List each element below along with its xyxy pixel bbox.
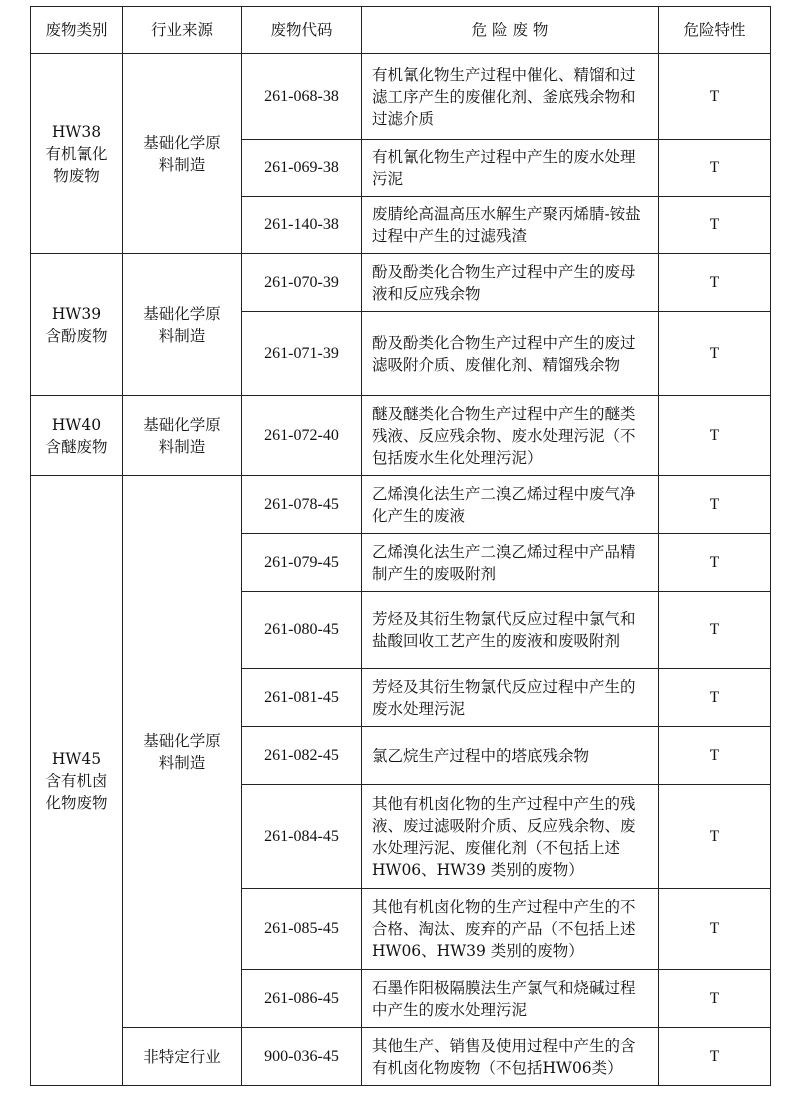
table-body [31, 54, 771, 1086]
waste-description-cell: 酚及酚类化合物生产过程中产生的废过滤吸附介质、废催化剂、精馏残余物 [362, 312, 659, 396]
waste-code-cell: 261-140-38 [242, 197, 362, 254]
waste-code-cell: 261-071-39 [242, 312, 362, 396]
header-trait: 危险特性 [659, 7, 771, 54]
header-source: 行业来源 [123, 7, 242, 54]
waste-code-cell: 261-082-45 [242, 727, 362, 785]
industry-source-cell [123, 476, 242, 1028]
waste-category-line: HW39 [51, 304, 102, 323]
waste-description-cell: 有机氰化物生产过程中催化、精馏和过滤工序产生的废催化剂、釜底残余物和过滤介质 [362, 54, 659, 140]
header-waste: 危 险 废 物 [362, 7, 659, 54]
waste-code-cell: 261-078-45 [242, 476, 362, 534]
industry-source-line: 料制造 [158, 326, 206, 345]
waste-code-cell: 261-086-45 [242, 970, 362, 1028]
waste-category-line: HW40 [51, 415, 102, 434]
waste-category-line: 含酚废物 [45, 326, 108, 345]
waste-table-sheet [30, 6, 770, 1086]
hazard-trait-cell: T [659, 476, 771, 534]
hazard-trait-cell: T [659, 534, 771, 592]
hazard-trait-cell: T [659, 54, 771, 140]
header-code: 废物代码 [242, 7, 362, 54]
industry-source-cell [123, 396, 242, 476]
industry-source-cell [123, 254, 242, 396]
waste-description-cell: 醚及醚类化合物生产过程中产生的醚类残液、反应残余物、废水处理污泥（不包括废水生化处理污泥） [362, 396, 659, 476]
industry-source-cell [123, 54, 242, 254]
waste-code-cell: 900-036-45 [242, 1028, 362, 1086]
industry-source-cell [123, 1028, 242, 1086]
waste-description-cell: 芳烃及其衍生物氯代反应过程中产生的废水处理污泥 [362, 669, 659, 727]
table-row [31, 254, 771, 312]
hazardous-waste-table [30, 6, 771, 1086]
waste-description-cell: 石墨作阳极隔膜法生产氯气和烧碱过程中产生的废水处理污泥 [362, 970, 659, 1028]
table-row [31, 396, 771, 476]
industry-source-line: 料制造 [158, 753, 206, 772]
industry-source-line: 基础化学原 [143, 304, 221, 323]
waste-code-cell: 261-070-39 [242, 254, 362, 312]
industry-source-line: 料制造 [158, 155, 206, 174]
waste-code-cell: 261-079-45 [242, 534, 362, 592]
waste-description-cell: 其他有机卤化物的生产过程中产生的不合格、淘汰、废弃的产品（不包括上述 HW06、HW39 类别的废物） [362, 889, 659, 970]
waste-category-cell [31, 54, 123, 254]
hazard-trait-cell: T [659, 592, 771, 669]
waste-code-cell: 261-085-45 [242, 889, 362, 970]
hazard-trait-cell: T [659, 669, 771, 727]
waste-description-cell: 酚及酚类化合物生产过程中产生的废母液和反应残余物 [362, 254, 659, 312]
table-row [31, 54, 771, 140]
hazard-trait-cell: T [659, 1028, 771, 1086]
waste-description-cell: 其他有机卤化物的生产过程中产生的残液、废过滤吸附介质、反应残余物、废水处理污泥、废催化剂（不包括上述 HW06、HW39 类别的废物） [362, 785, 659, 889]
waste-description-cell: 废腈纶高温高压水解生产聚丙烯腈-铵盐过程中产生的过滤残渣 [362, 197, 659, 254]
waste-category-cell [31, 396, 123, 476]
hazard-trait-cell: T [659, 197, 771, 254]
industry-source-line: 基础化学原 [143, 731, 221, 750]
hazard-trait-cell: T [659, 785, 771, 889]
waste-category-line: 物废物 [53, 166, 100, 185]
waste-category-cell [31, 476, 123, 1086]
waste-description-cell: 氯乙烷生产过程中的塔底残余物 [362, 727, 659, 785]
waste-category-line: 有机氰化 [45, 144, 108, 163]
waste-category-line: HW38 [51, 122, 102, 141]
waste-code-cell: 261-069-38 [242, 140, 362, 197]
waste-description-cell: 乙烯溴化法生产二溴乙烯过程中产品精制产生的废吸附剂 [362, 534, 659, 592]
waste-category-line: HW45 [51, 749, 102, 768]
table-row [31, 1028, 771, 1086]
waste-description-cell: 乙烯溴化法生产二溴乙烯过程中废气净化产生的废液 [362, 476, 659, 534]
hazard-trait-cell: T [659, 312, 771, 396]
industry-source-line: 料制造 [158, 437, 206, 456]
hazard-trait-cell: T [659, 140, 771, 197]
waste-description-cell: 有机氰化物生产过程中产生的废水处理污泥 [362, 140, 659, 197]
waste-code-cell: 261-084-45 [242, 785, 362, 889]
waste-code-cell: 261-072-40 [242, 396, 362, 476]
header-category: 废物类别 [31, 7, 123, 54]
waste-description-cell: 其他生产、销售及使用过程中产生的含有机卤化物废物（不包括HW06类） [362, 1028, 659, 1086]
waste-description-cell: 芳烃及其衍生物氯代反应过程中氯气和盐酸回收工艺产生的废液和废吸附剂 [362, 592, 659, 669]
table-row [31, 476, 771, 534]
hazard-trait-cell: T [659, 889, 771, 970]
header-row [31, 7, 771, 54]
waste-code-cell: 261-080-45 [242, 592, 362, 669]
waste-code-cell: 261-081-45 [242, 669, 362, 727]
hazard-trait-cell: T [659, 727, 771, 785]
waste-code-cell: 261-068-38 [242, 54, 362, 140]
hazard-trait-cell: T [659, 396, 771, 476]
industry-source-line: 基础化学原 [143, 133, 221, 152]
hazard-trait-cell: T [659, 254, 771, 312]
waste-category-line: 含有机卤 [45, 771, 108, 790]
hazard-trait-cell: T [659, 970, 771, 1028]
industry-source-line: 基础化学原 [143, 415, 221, 434]
waste-category-cell [31, 254, 123, 396]
waste-category-line: 含醚废物 [45, 437, 108, 456]
industry-source-line: 非特定行业 [143, 1047, 221, 1066]
waste-category-line: 化物废物 [45, 793, 108, 812]
